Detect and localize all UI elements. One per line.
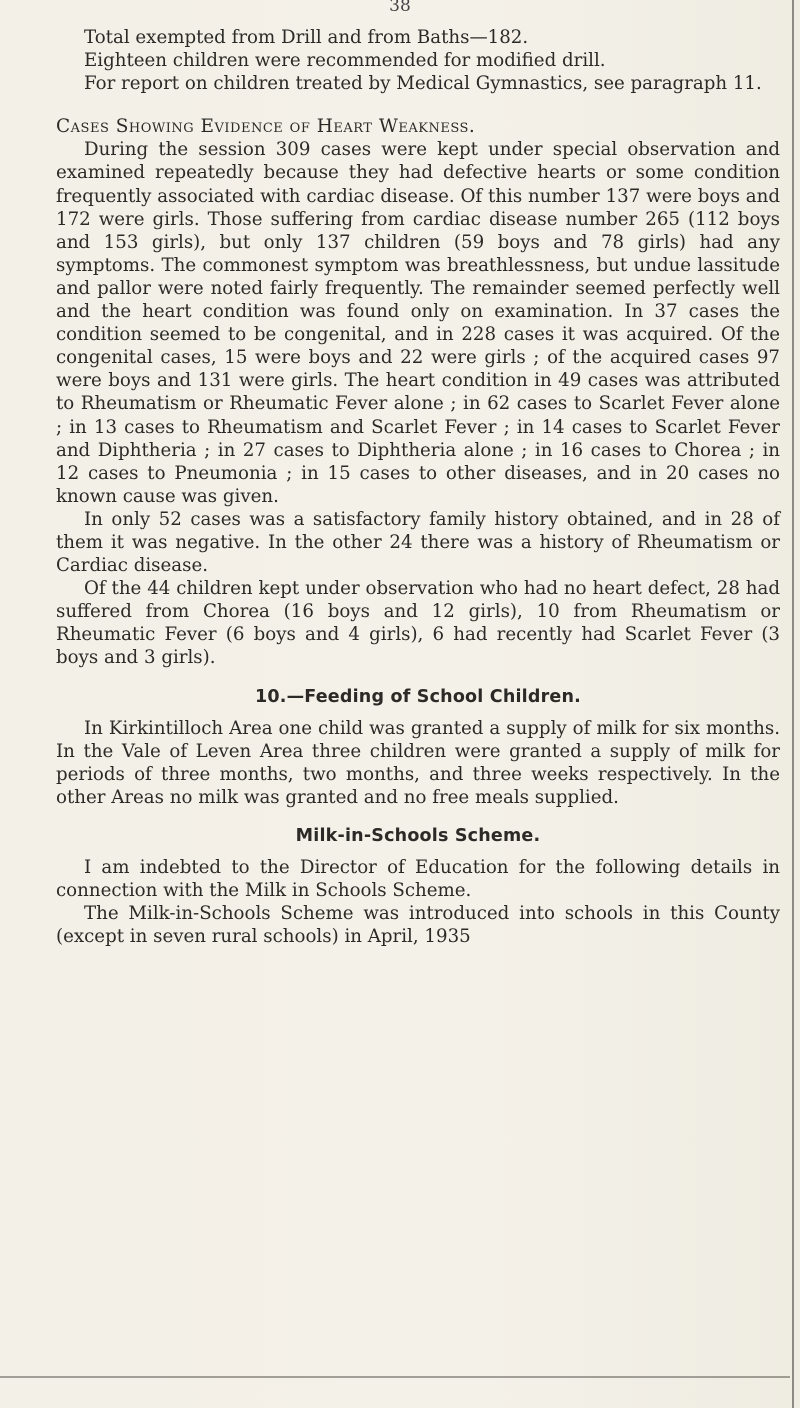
page-binding-edge [792,0,794,1408]
page-bottom-edge [0,1376,790,1378]
heart-paragraph-no-defect: Of the 44 children kept under observation who had no heart defect, 28 had suffered from Chorea (16 boys and 12 girls), 10 from Rheumatism or Rheumatic Fever (6 boys and 4 girls), 6 had recently had Scarlet Fever (3 boys and 3 girls). [56,578,780,669]
heart-paragraph-observation: During the session 309 cases were kept under special observation and examined repeatedly because they had defective hearts or some condition frequently associated with cardiac disease. Of this number 137 were boys and 172 were girls. Those suffering from cardiac disease number 265 (112 boys and 153 girls), but only 137 children (59 boys and 78 girls) had any symptoms. The commonest symptom was breathlessness, but undue lassitude and pallor were noted fairly frequently. The remainder seemed perfectly well and the heart condition was found only on examination. In 37 cases the condition seemed to be congenital, and in 228 cases it was acquired. Of the congenital cases, 15 were boys and 22 were girls ; of the acquired cases 97 were boys and 131 were girls. The heart condition in 49 cases was attributed to Rheumatism or Rheumatic Fever alone ; in 62 cases to Scarlet Fever alone ; in 13 cases to Rheumatism and Scarlet Fever ; in 14 cases to Scarlet Fever and Diphtheria ; in 27 cases to Diphtheria alone ; in 16 cases to Chorea ; in 12 cases to Pneumonia ; in 15 cases to other diseases, and in 20 cases no known cause was given. [56,139,780,507]
section-heading-milk-in-schools: Milk-in-Schools Scheme. [295,826,541,846]
milk-paragraph-acknowledgement: I am indebted to the Director of Education for the following details in connection with the Milk in Schools Scheme. [56,857,780,902]
document-body [56,26,780,948]
heart-paragraph-family-history: In only 52 cases was a satisfactory family history obtained, and in 28 of them it was negative. In the other 24 there was a history of Rheumatism or Cardiac disease. [56,508,780,577]
page-number: 38 [389,0,411,16]
section-heading-heart-weakness: Cases Showing Evidence of Heart Weakness. [56,116,476,138]
intro-paragraph-exempted: Total exempted from Drill and from Baths—182. [84,27,529,48]
intro-paragraph-medical-gymnastics: For report on children treated by Medical Gymnastics, see paragraph 11. [84,73,762,95]
feeding-paragraph: In Kirkintilloch Area one child was granted a supply of milk for six months. In the Vale of Leven Area three children were granted a supply of milk for periods of three months, two months, and three weeks respectively. In the other Areas no milk was granted and no free meals supplied. [56,717,780,808]
milk-paragraph-introduction: The Milk-in-Schools Scheme was introduced into schools in this County (except in seven rural schools) in April, 1935 [56,903,780,948]
intro-paragraph-modified-drill: Eighteen children were recommended for modified drill. [84,50,606,72]
section-heading-feeding: 10.—Feeding of School Children. [254,686,582,707]
